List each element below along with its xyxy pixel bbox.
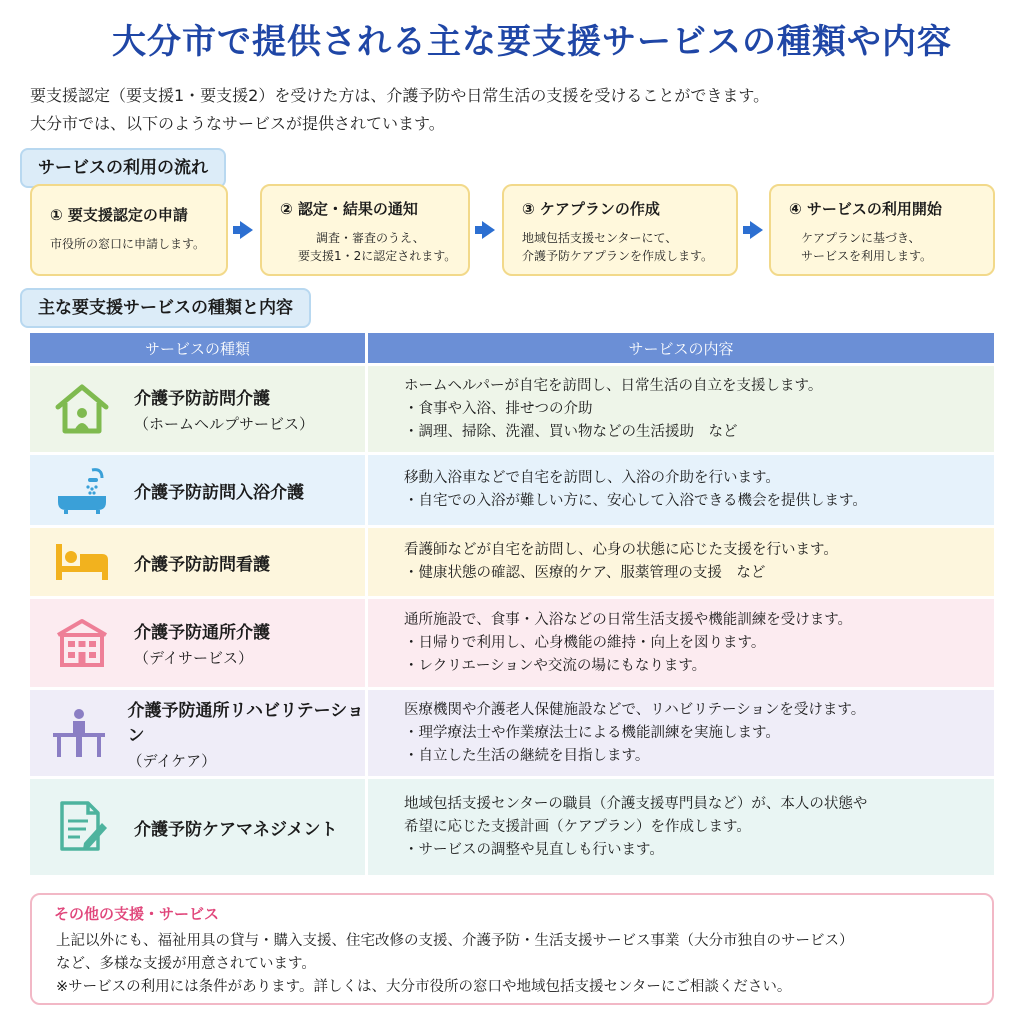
service-type-cell [30, 690, 368, 776]
flow-step-desc-line: 調査・審査のうえ、 [316, 231, 425, 245]
service-desc-line: 地域包括支援センターの職員（介護支援専門員など）が、本人の状態や [404, 795, 868, 812]
flow-step-desc [522, 229, 736, 265]
service-desc-line: ・自立した生活の継続を目指します。 [404, 747, 650, 764]
other-support-title: その他の支援・サービス [54, 905, 220, 923]
flow-step-title: ② 認定・結果の通知 [280, 200, 418, 218]
intro-line: 大分市では、以下のようなサービスが提供されています。 [30, 114, 445, 133]
flow-step-title: ④ サービスの利用開始 [789, 200, 942, 218]
service-desc-line: 希望に応じた支援計画（ケアプラン）を作成します。 [404, 818, 751, 835]
service-desc-line: ・自宅での入浴が難しい方に、安心して入浴できる機会を提供します。 [404, 493, 867, 509]
service-type-cell [30, 366, 368, 452]
document-icon [30, 799, 134, 855]
service-type-cell [30, 779, 368, 875]
service-desc-line: 通所施設で、食事・入浴などの日常生活支援や機能訓練を受けます。 [404, 611, 853, 628]
table-row [30, 599, 994, 687]
house-icon [30, 383, 134, 435]
flow-step-title: ① 要支援認定の申請 [50, 206, 188, 224]
service-desc-line: ・レクリエーションや交流の場にもなります。 [404, 657, 707, 674]
service-desc-line: ・健康状態の確認、医療的ケア、服薬管理の支援 など [404, 565, 766, 581]
flow-step-desc-line: ケアプランに基づき、 [801, 231, 921, 245]
other-support-line: など、多様な支援が用意されています。 [56, 956, 316, 972]
service-subtitle: （デイケア） [127, 751, 217, 770]
table-row [30, 779, 994, 875]
arrow-right-icon [240, 221, 253, 239]
flow-step-1 [30, 184, 228, 276]
service-content-cell [368, 455, 994, 525]
service-desc-line: ・サービスの調整や見直しも行います。 [404, 841, 664, 858]
arrow-right-icon [750, 221, 763, 239]
service-content-cell [368, 366, 994, 452]
rehab-icon [30, 707, 127, 759]
flow-step-desc [280, 229, 468, 265]
services-table [30, 330, 994, 878]
service-name: 介護予防通所介護 [134, 623, 270, 643]
service-subtitle: （デイサービス） [134, 649, 253, 667]
intro-line: 要支援認定（要支援1・要支援2）を受けた方は、介護予防や日常生活の支援を受けることができます。 [30, 86, 770, 105]
service-desc-line: ・理学療法士や作業療法士による機能訓練を実施します。 [404, 724, 780, 741]
service-subtitle: （ホームヘルプサービス） [134, 415, 315, 433]
service-content-cell [368, 528, 994, 596]
table-row [30, 528, 994, 596]
service-desc-line: ・調理、掃除、洗濯、買い物などの生活援助 など [404, 423, 738, 440]
service-name: 介護予防通所リハビリテーション [127, 700, 364, 746]
flow-step-desc [50, 235, 226, 253]
column-header-content: サービスの内容 [368, 333, 994, 363]
flow-step-desc-line: 地域包括支援センターにて、 [522, 231, 678, 245]
other-support-text [54, 930, 970, 999]
service-desc-line: ホームヘルパーが自宅を訪問し、日常生活の自立を支援します。 [404, 377, 823, 394]
column-header-type: サービスの種類 [30, 333, 368, 363]
service-desc-line: 移動入浴車などで自宅を訪問し、入浴の介助を行います。 [404, 470, 780, 486]
bed-icon [30, 542, 134, 582]
service-type-cell [30, 455, 368, 525]
intro-text [30, 82, 769, 138]
service-name: 介護予防訪問介護 [134, 389, 270, 409]
other-support-line: 上記以外にも、福祉用具の貸与・購入支援、住宅改修の支援、介護予防・生活支援サービス事業（大分市独自のサービス） [56, 933, 854, 949]
flow-step-4 [769, 184, 995, 276]
facility-icon [30, 617, 134, 669]
table-row [30, 690, 994, 776]
service-content-cell [368, 690, 994, 776]
flow-step-2 [260, 184, 470, 276]
service-desc-line: ・日帰りで利用し、心身機能の維持・向上を図ります。 [404, 634, 766, 651]
flow-step-desc [789, 229, 993, 265]
page-title: 大分市で提供される主な要支援サービスの種類や内容 [112, 22, 952, 62]
flow-step-title: ③ ケアプランの作成 [522, 200, 660, 218]
service-content-cell [368, 779, 994, 875]
flow-step-desc-line: 介護予防ケアプランを作成します。 [522, 249, 714, 263]
service-desc-line: 看護師などが自宅を訪問し、心身の状態に応じた支援を行います。 [404, 542, 838, 558]
flow-step-desc-line: 要支援1・2に認定されます。 [298, 249, 457, 263]
service-desc-line: 医療機関や介護老人保健施設などで、リハビリテーションを受けます。 [404, 701, 866, 718]
table-row [30, 455, 994, 525]
service-type-cell [30, 528, 368, 596]
flow-step-desc-line: サービスを利用します。 [801, 249, 933, 263]
service-desc-line: ・食事や入浴、排せつの介助 [404, 400, 593, 417]
service-name: 介護予防訪問看護 [134, 554, 270, 575]
services-section-label: 主な要支援サービスの種類と内容 [20, 288, 311, 328]
flow-step-desc-line: 市役所の窓口に申請します。 [50, 237, 206, 251]
other-support-line: ※サービスの利用には条件があります。詳しくは、大分市役所の窓口や地域包括支援センターにご相談ください。 [56, 979, 792, 995]
arrow-right-icon [482, 221, 495, 239]
service-name: 介護予防訪問入浴介護 [134, 482, 304, 503]
table-row [30, 366, 994, 452]
service-content-cell [368, 599, 994, 687]
other-support-box [30, 893, 994, 1005]
service-type-cell [30, 599, 368, 687]
flow-section-label: サービスの利用の流れ [20, 148, 226, 188]
service-name: 介護予防ケアマネジメント [134, 819, 338, 840]
bathtub-icon [30, 464, 134, 516]
flow-step-3 [502, 184, 738, 276]
